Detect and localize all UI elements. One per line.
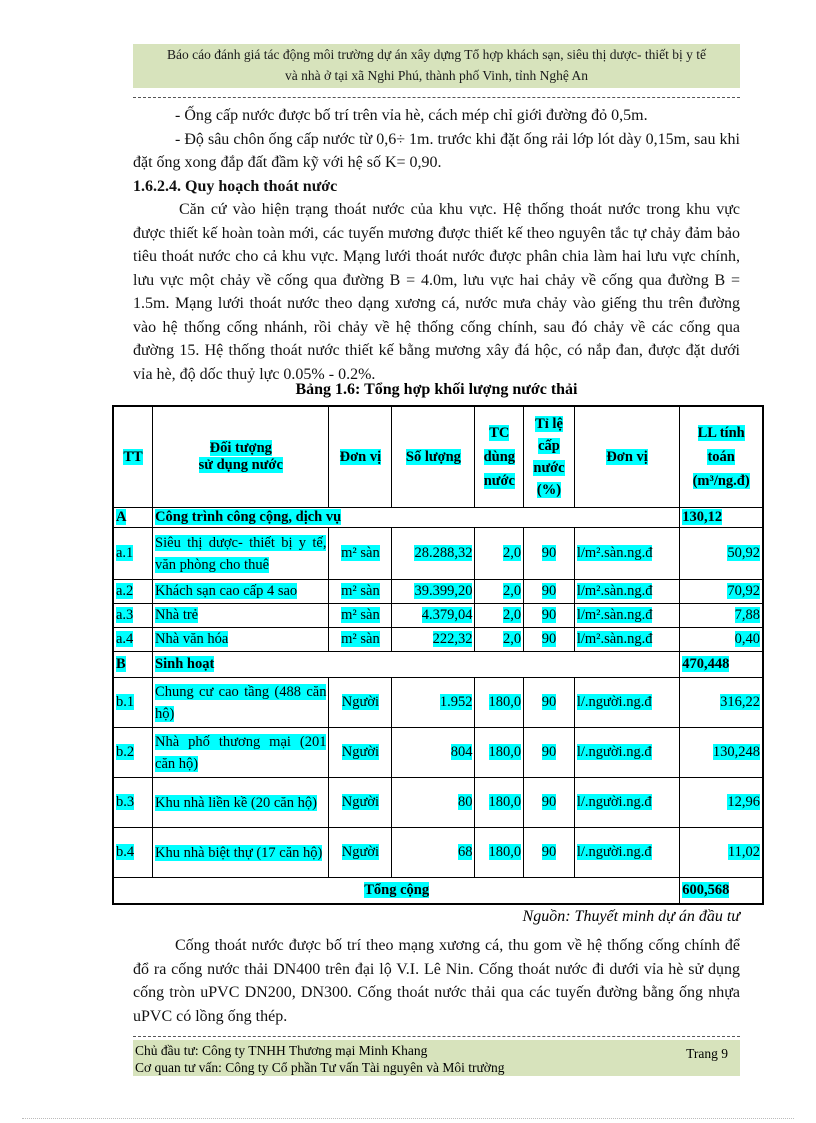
- table-header-row: [113, 406, 763, 508]
- section-heading: 1.6.2.4. Quy hoạch thoát nước: [133, 177, 338, 195]
- page-footer: [133, 1040, 740, 1076]
- table-row: a.3 Nhà trẻ m² sàn 4.379,04 2,0 90 l/m².sàn.ng.đ 7,88: [113, 604, 763, 628]
- header-line-1: Báo cáo đánh giá tác động môi trường dự án xây dựng Tổ hợp khách sạn, siêu thị dược- thiết bị y tế: [167, 47, 706, 62]
- paragraph-sewer: Cống thoát nước được bố trí theo mạng xương cá, thu gom về hệ thống cống chính để đổ ra cống nước thải DN400 trên đại lộ V.I. Lê Nin. Cống thoát nước đi dưới vỉa hè sử dụng cống tròn uPVC DN200, DN300. Cống thoát nước thải qua các tuyến đường bằng ống nhựa uPVC có lồng ống thép.: [133, 937, 740, 1025]
- header-unit-2: Đơn vị: [574, 406, 679, 508]
- footer-owner: Chủ đầu tư: Công ty TNHH Thương mại Minh Khang: [135, 1043, 428, 1058]
- total-value: 600,568: [680, 878, 763, 904]
- wastewater-table: [112, 405, 764, 905]
- table-row: b.3 Khu nhà liền kề (20 căn hộ) Người 80 180,0 90 l/.người.ng.đ 12,96: [113, 778, 763, 828]
- paragraph-pipe-depth: - Độ sâu chôn ống cấp nước từ 0,6÷ 1m. trước khi đặt ống rải lớp lót dày 0,15m, sau khi đặt ống xong đắp đất đầm kỹ với hệ số K= 0,90.: [133, 130, 740, 171]
- table-row: b.4 Khu nhà biệt thự (17 căn hộ) Người 68 180,0 90 l/.người.ng.đ 11,02: [113, 828, 763, 878]
- group-row-b: B Sinh hoạt 470,448: [113, 652, 763, 678]
- table-source: Nguồn: Thuyết minh dự án đầu tư: [522, 908, 740, 925]
- header-quantity: Số lượng: [392, 406, 475, 508]
- page-number: Trang 9: [686, 1046, 728, 1061]
- header-ll: LL tính toán (m³/ng.đ): [680, 406, 763, 508]
- group-b-name: Sinh hoạt: [153, 652, 680, 678]
- group-a-total: 130,12: [680, 508, 763, 528]
- page-header: [133, 44, 740, 88]
- table-row: a.2 Khách sạn cao cấp 4 sao m² sàn 39.399,20 2,0 90 l/m².sàn.ng.đ 70,92: [113, 580, 763, 604]
- table-row: b.2 Nhà phố thương mại (201 căn hộ) Người 804 180,0 90 l/.người.ng.đ 130,248: [113, 728, 763, 778]
- group-row-a: A Công trình công cộng, dịch vụ 130,12: [113, 508, 763, 528]
- header-tc: TC dùng nước: [475, 406, 524, 508]
- footer-divider: [133, 1036, 740, 1037]
- group-a-name: Công trình công cộng, dịch vụ: [153, 508, 680, 528]
- table-caption: Bảng 1.6: Tổng hợp khối lượng nước thải: [295, 381, 578, 398]
- page-bottom-rule: [22, 1118, 794, 1119]
- header-divider: [133, 97, 740, 98]
- paragraph-drainage: Căn cứ vào hiện trạng thoát nước của khu vực. Hệ thống thoát nước trong khu vực được thiết kế hoàn toàn mới, các tuyến mương được thiết kế theo nguyên tắc tự chảy đảm bảo tiêu thoát nước cho cả khu vực. Mạng lưới thoát nước được phân chia làm hai lưu vực chính, lưu vực một chảy về cống qua đường B = 4.0m, lưu vực hai chảy về cống qua đường B = 1.5m. Mạng lưới thoát nước theo dạng xương cá, nước mưa chảy vào giếng thu trên đường vào hệ thống cống nhánh, rồi chảy về hệ thống cống chính, sau đó chảy về các cống qua đường 15. Hệ thống thoát nước thiết kế bằng mương xây đá hộc, có nắp đan, được đặt dưới vỉa hè, độ dốc thuỷ lực 0.05% - 0.2%.: [133, 201, 740, 383]
- table-row: a.4 Nhà văn hóa m² sàn 222,32 2,0 90 l/m².sàn.ng.đ 0,40: [113, 628, 763, 652]
- table-row: b.1 Chung cư cao tầng (488 căn hộ) Người 1.952 180,0 90 l/.người.ng.đ 316,22: [113, 678, 763, 728]
- header-line-2: và nhà ở tại xã Nghi Phú, thành phố Vinh, tỉnh Nghệ An: [284, 68, 589, 83]
- header-tt: TT: [113, 406, 153, 508]
- header-object: Đối tượng sử dụng nước: [153, 406, 329, 508]
- header-unit: Đơn vị: [329, 406, 392, 508]
- header-rate: Tỉ lệ cấp nước (%): [524, 406, 575, 508]
- total-label: Tổng cộng: [113, 878, 680, 904]
- total-row: [113, 878, 763, 904]
- paragraph-pipe-placement: - Ống cấp nước được bố trí trên vỉa hè, cách mép chỉ giới đường đỏ 0,5m.: [175, 107, 648, 124]
- intro-section: [133, 104, 740, 386]
- table-row: a.1 Siêu thị dược- thiết bị y tế, văn phòng cho thuê m² sàn 28.288,32 2,0 90 l/m².sàn.ng.đ 50,92: [113, 528, 763, 580]
- group-b-total: 470,448: [680, 652, 763, 678]
- closing-section: [133, 934, 740, 1028]
- footer-consultant: Cơ quan tư vấn: Công ty Cổ phần Tư vấn Tài nguyên và Môi trường: [135, 1060, 505, 1075]
